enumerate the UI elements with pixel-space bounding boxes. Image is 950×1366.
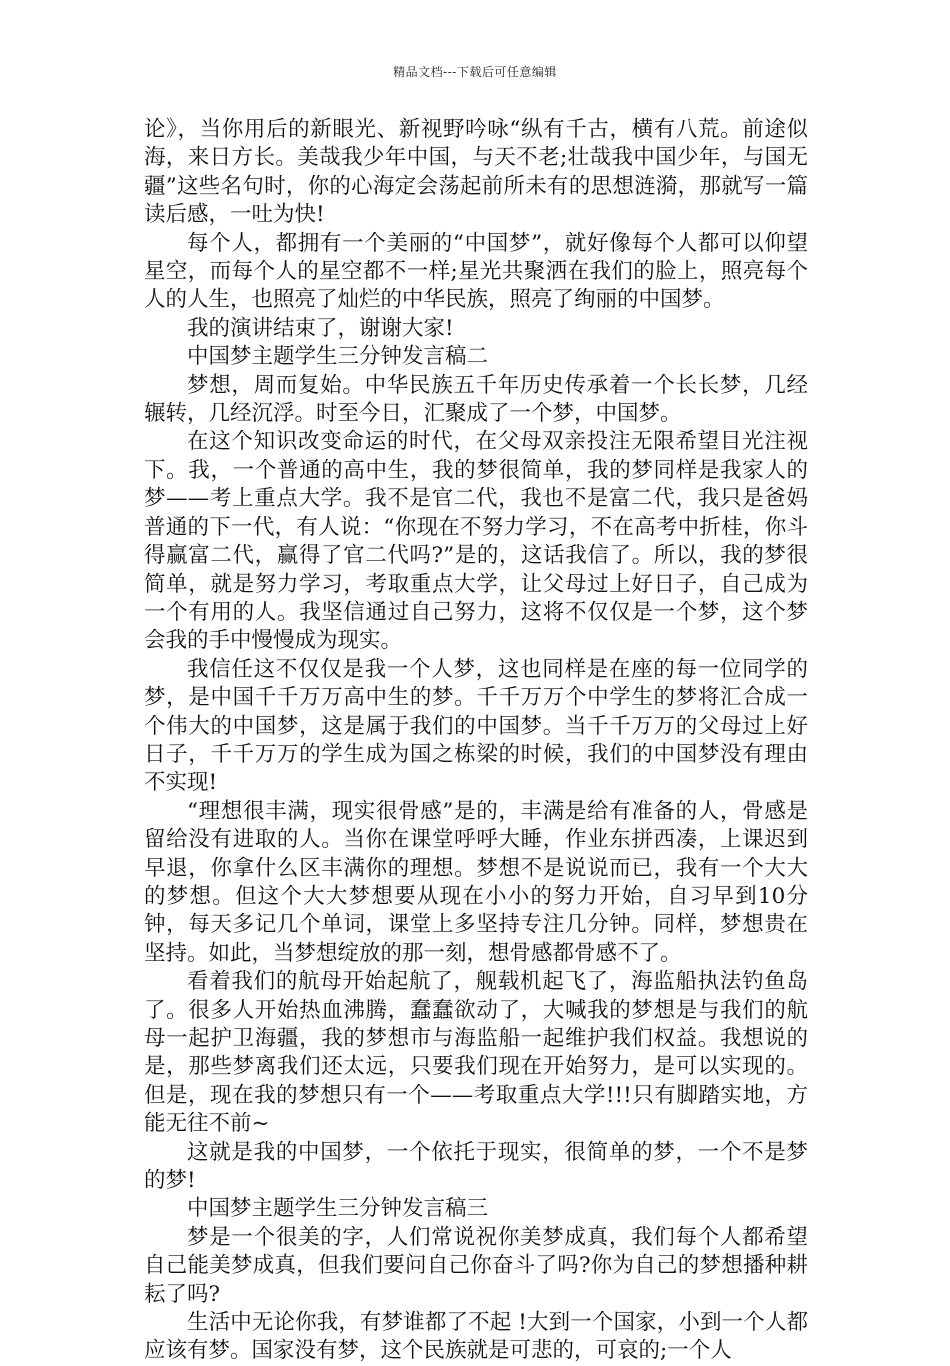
document-body xyxy=(144,116,808,1366)
paragraph: 梦是一个很美的字，人们常说祝你美梦成真，我们每个人都希望自己能美梦成真，但我们要问自己你奋斗了吗?你为自己的梦想播种耕耘了吗? xyxy=(144,1224,808,1307)
section-heading: 中国梦主题学生三分钟发言稿二 xyxy=(187,344,489,370)
paragraph: “理想很丰满，现实很骨感”是的，丰满是给有准备的人，骨感是留给没有进取的人。当你在课堂呼呼大睡，作业东拼西凑，上课迟到早退，你拿什么区丰满你的理想。梦想不是说说而已，我有一个大大的梦想。但这个大大梦想要从现在小小的努力开始，自习早到10分钟，每天多记几个单词，课堂上多坚持专注几分钟。同样，梦想贵在坚持。如此，当梦想绽放的那一刻，想骨感都骨感不了。 xyxy=(144,798,808,966)
paragraph: 论》，当你用后的新眼光、新视野吟咏“纵有千古，横有八荒。前途似海，来日方长。美哉我少年中国，与天不老;壮哉我中国少年，与国无疆”这些名句时，你的心海定会荡起前所未有的思想涟漪，那就写一篇读后感，一吐为快! xyxy=(144,117,808,228)
paragraph: 我的演讲结束了，谢谢大家! xyxy=(187,315,454,341)
page-header: 精品文档---下载后可任意编辑 xyxy=(393,65,557,79)
paragraph: 这就是我的中国梦，一个依托于现实，很简单的梦，一个不是梦的梦! xyxy=(144,1139,808,1194)
paragraph: 梦想，周而复始。中华民族五千年历史传承着一个长长梦，几经辗转，几经沉浮。时至今日，汇聚成了一个梦，中国梦。 xyxy=(144,372,808,427)
paragraph: 生活中无论你我，有梦谁都了不起 !大到一个国家，小到一个人都应该有梦。国家没有梦，这个民族就是可悲的，可哀的;一个人 xyxy=(144,1310,808,1364)
section-heading: 中国梦主题学生三分钟发言稿三 xyxy=(187,1196,489,1222)
paragraph: 每个人，都拥有一个美丽的“中国梦”，就好像每个人都可以仰望星空，而每个人的星空都不一样;星光共聚洒在我们的脸上，照亮每个人的人生，也照亮了灿烂的中华民族，照亮了绚丽的中国梦。 xyxy=(144,230,808,313)
paragraph: 看着我们的航母开始起航了，舰载机起飞了，海监船执法钓鱼岛了。很多人开始热血沸腾，蠢蠢欲动了，大喊我的梦想是与我们的航母一起护卫海疆，我的梦想市与海监船一起维护我们权益。我想说的是，那些梦离我们还太远，只要我们现在开始努力，是可以实现的。但是，现在我的梦想只有一个——考取重点大学!!!只有脚踏实地，方能无往不前~ xyxy=(144,969,808,1137)
paragraph: 我信任这不仅仅是我一个人梦，这也同样是在座的每一位同学的梦，是中国千千万万高中生的梦。千千万万个中学生的梦将汇合成一个伟大的中国梦，这是属于我们的中国梦。当千千万万的父母过上好日子，千千万万的学生成为国之栋梁的时候，我们的中国梦没有理由不实现! xyxy=(144,656,808,796)
paragraph: 在这个知识改变命运的时代，在父母双亲投注无限希望目光注视下。我，一个普通的高中生，我的梦很简单，我的梦同样是我家人的梦——考上重点大学。我不是官二代，我也不是富二代，我只是爸妈普通的下一代，有人说：“你现在不努力学习，不在高考中折桂，你斗得赢富二代，赢得了官二代吗?”是的，这话我信了。所以，我的梦很简单，就是努力学习，考取重点大学，让父母过上好日子，自己成为一个有用的人。我坚信通过自己努力，这将不仅仅是一个梦，这个梦会我的手中慢慢成为现实。 xyxy=(144,429,808,654)
